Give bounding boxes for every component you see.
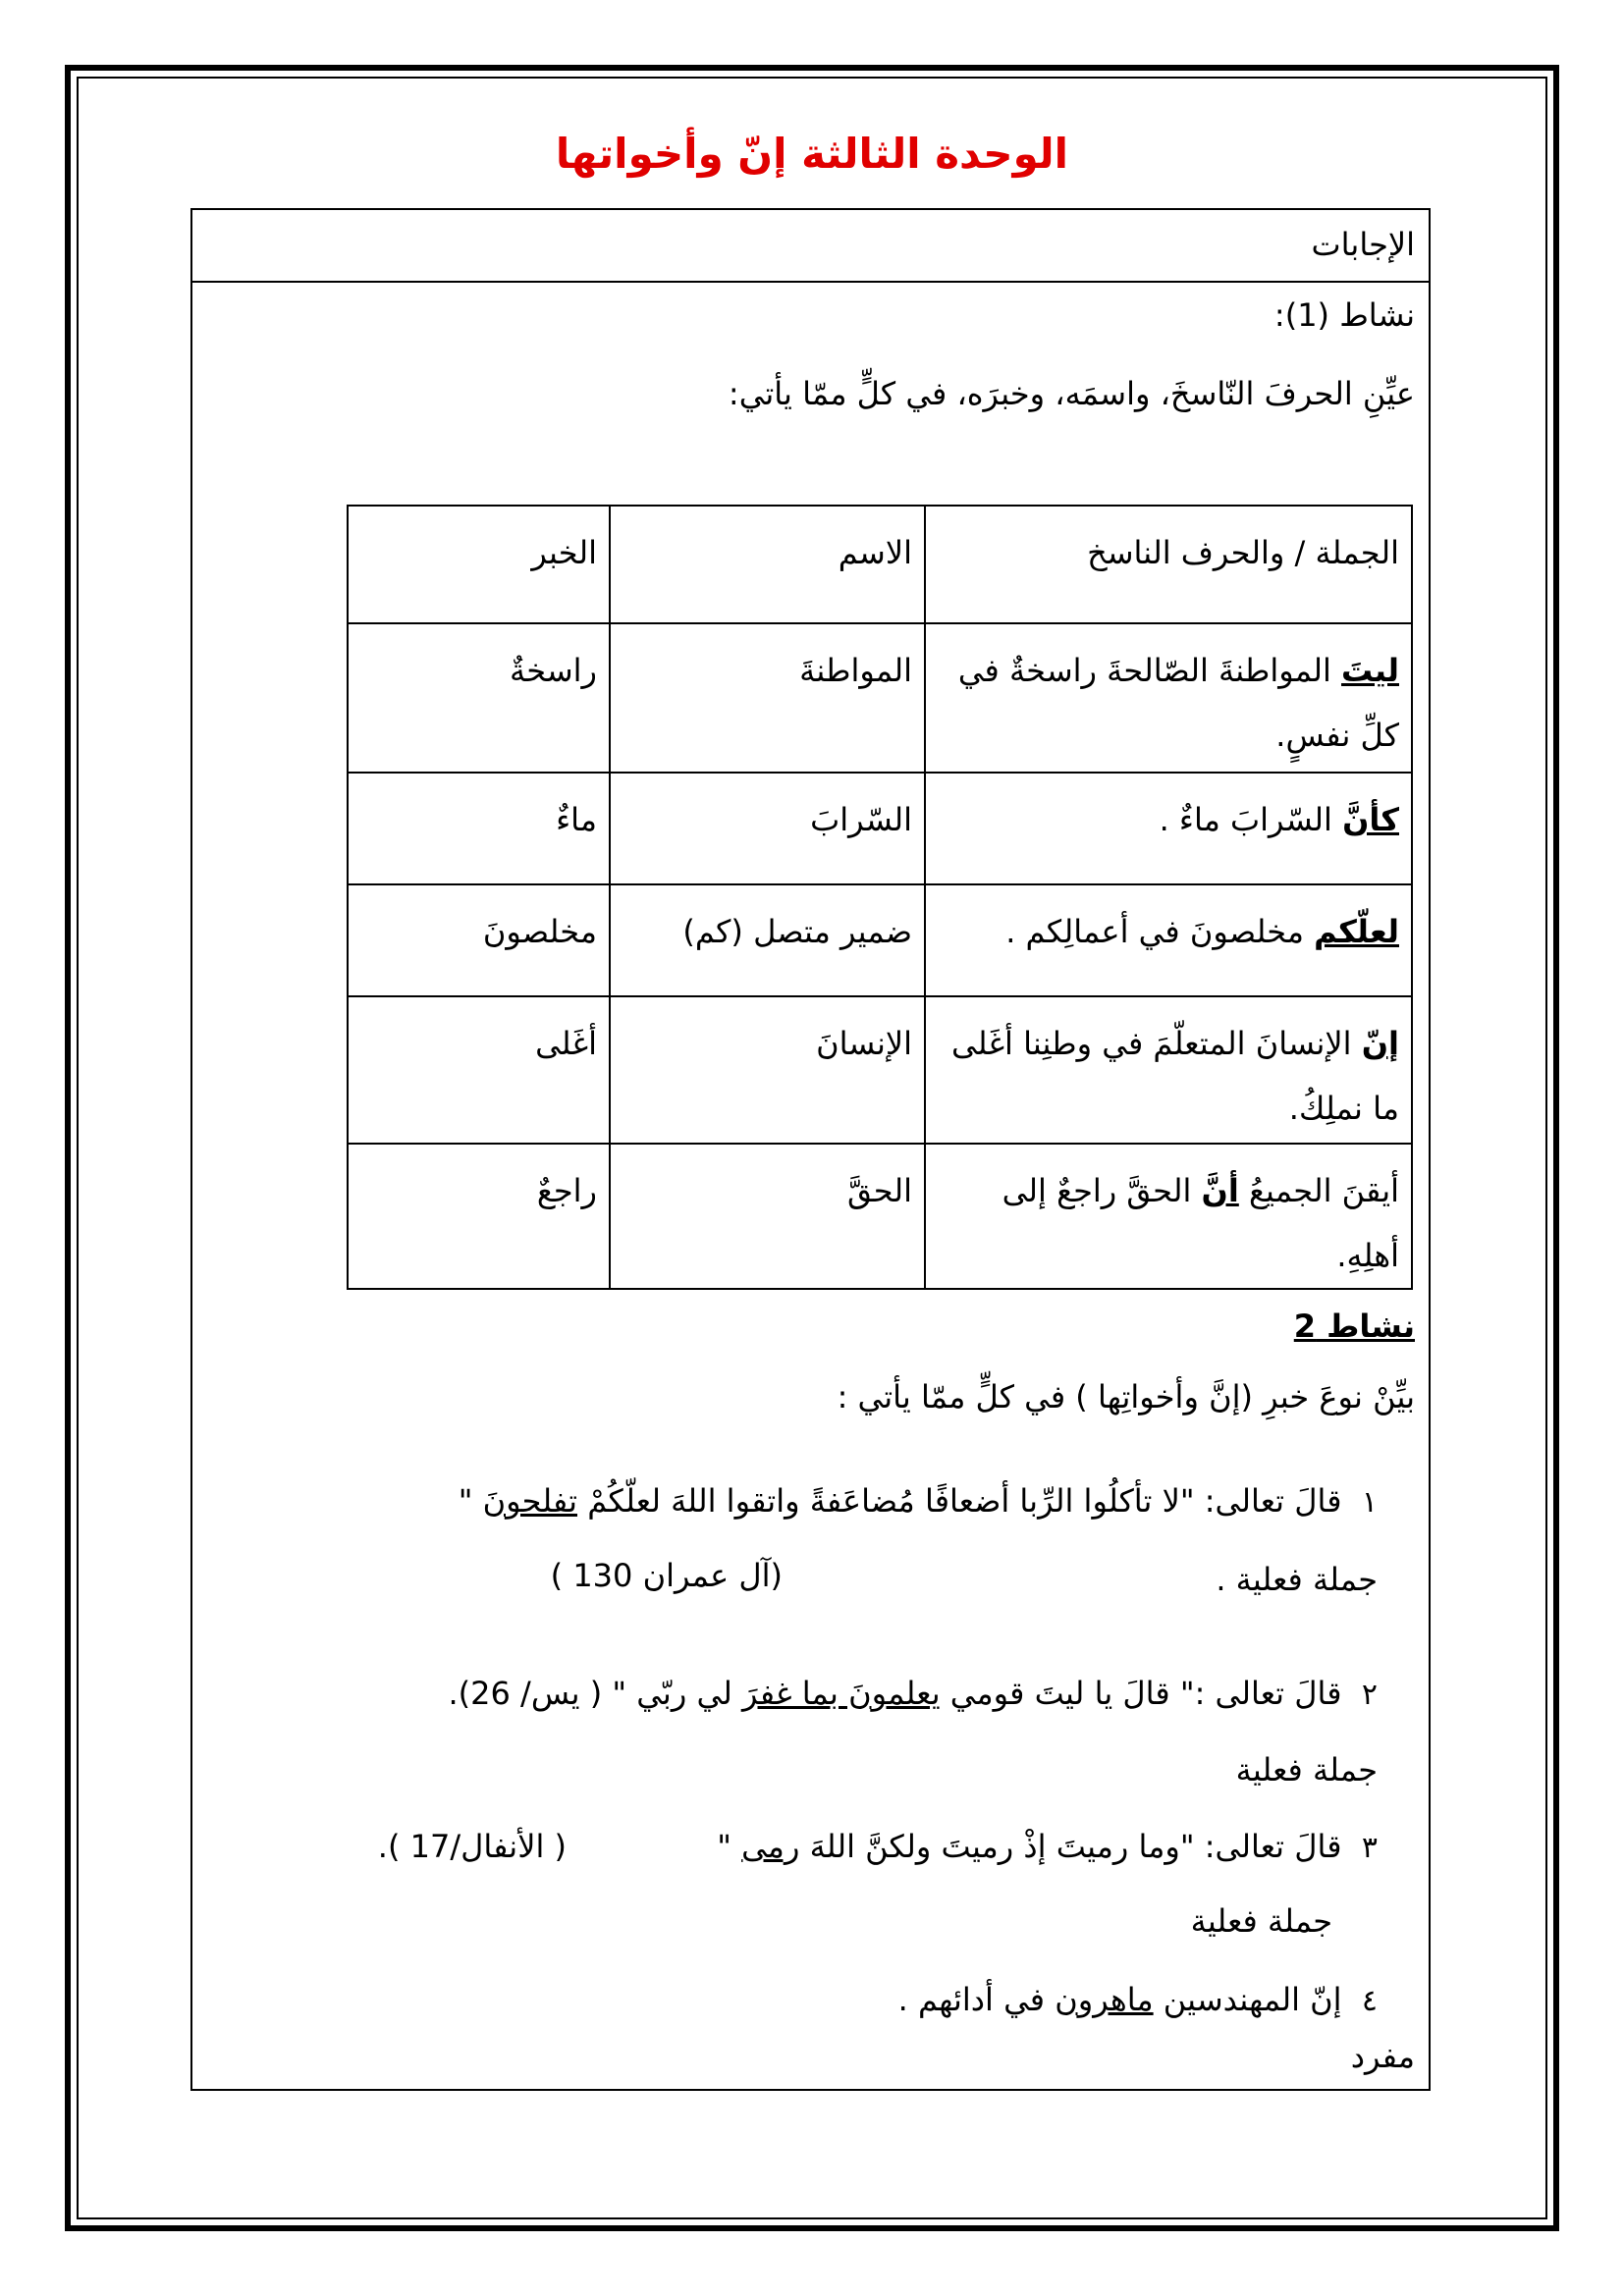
noun-cell: ضمير متصل (كم) xyxy=(610,884,925,996)
sentence-cell: أيقنَ الجميعُ أنَّ الحقَّ راجعٌ إلى أهلِهِ. xyxy=(925,1144,1412,1289)
page-title: الوحدة الثالثة إنّ وأخواتها xyxy=(555,130,1069,178)
table-row xyxy=(348,623,1412,773)
list-item: ٣ قالَ تعالى: "وما رميتَ إذْ رميتَ ولكنَّ اللهَ رمى " xyxy=(717,1828,1378,1865)
list-item: ٢ قالَ تعالى :" قالَ يا ليتَ قومي يعلمونَ بما غفرَ لي ربّي " ( يس/ 26). xyxy=(448,1675,1378,1712)
list-item: ٤ إنّ المهندسين ماهرون في أدائهم . xyxy=(897,1981,1378,2018)
noun-cell: المواطنةَ xyxy=(610,623,925,773)
answer-4: مفرد xyxy=(1350,2038,1415,2075)
predicate-cell: أغَلى xyxy=(348,996,610,1144)
noun-cell: الحقَّ xyxy=(610,1144,925,1289)
activity2-heading: نشاط 2 xyxy=(1293,1308,1415,1345)
activity1-instruction: عيِّنِ الحرفَ النّاسخَ، واسمَه، وخبرَه، في كلٍّ ممّا يأتي: xyxy=(728,375,1415,412)
answer-1: جملة فعلية . xyxy=(1216,1561,1378,1598)
predicate-cell: مخلصونَ xyxy=(348,884,610,996)
noun-cell: السّرابَ xyxy=(610,773,925,884)
table-header-row xyxy=(348,506,1412,623)
sentence-cell: كأنَّ السّرابَ ماءٌ . xyxy=(925,773,1412,884)
table-row xyxy=(348,1144,1412,1289)
sentence-cell: إنّ الإنسانَ المتعلّمَ في وطنِنا أغَلى ما نملِكُ. xyxy=(925,996,1412,1144)
particle: كأنَّ xyxy=(1342,801,1399,838)
answer-3: جملة فعلية xyxy=(1190,1902,1332,1940)
table-row xyxy=(348,773,1412,884)
predicate-cell: ماءٌ xyxy=(348,773,610,884)
sentence-cell: لعلّكم مخلصونَ في أعمالِكم . xyxy=(925,884,1412,996)
answers-header: الإجابات xyxy=(192,210,1429,283)
reference-1: (آل عمران 130 ) xyxy=(550,1557,783,1594)
activity1-heading: نشاط (1): xyxy=(1273,296,1415,334)
answer-2: جملة فعلية xyxy=(1235,1751,1378,1789)
particle: ليتَ xyxy=(1341,652,1399,689)
column-header-predicate: الخبر xyxy=(348,506,610,623)
table-row xyxy=(348,884,1412,996)
predicate-cell: راجعٌ xyxy=(348,1144,610,1289)
list-item: ١ قالَ تعالى: "لا تأكلُوا الرِّبا أضعافًا مُضاعَفةً واتقوا اللهَ لعلّكُمْ تفلحونَ " xyxy=(458,1482,1378,1520)
reference-3: ( الأنفال/17 ). xyxy=(377,1828,567,1865)
particle: أنَّ xyxy=(1201,1172,1239,1209)
noun-cell: الإنسانَ xyxy=(610,996,925,1144)
column-header-noun: الاسم xyxy=(610,506,925,623)
answers-box xyxy=(190,208,1431,2091)
predicate-cell: راسخةٌ xyxy=(348,623,610,773)
activity1-table xyxy=(347,505,1413,1290)
table-row xyxy=(348,996,1412,1144)
column-header-sentence: الجملة / والحرف الناسخ xyxy=(925,506,1412,623)
particle: إنّ xyxy=(1361,1025,1399,1062)
sentence-cell: ليتَ المواطنةَ الصّالحةَ راسخةٌ في كلِّ نفسٍ. xyxy=(925,623,1412,773)
activity2-instruction: بيِّنْ نوعَ خبرِ (إنَّ وأخواتِها ) في كلٍّ ممّا يأتي : xyxy=(837,1378,1415,1415)
particle: لعلّكم xyxy=(1314,913,1399,950)
